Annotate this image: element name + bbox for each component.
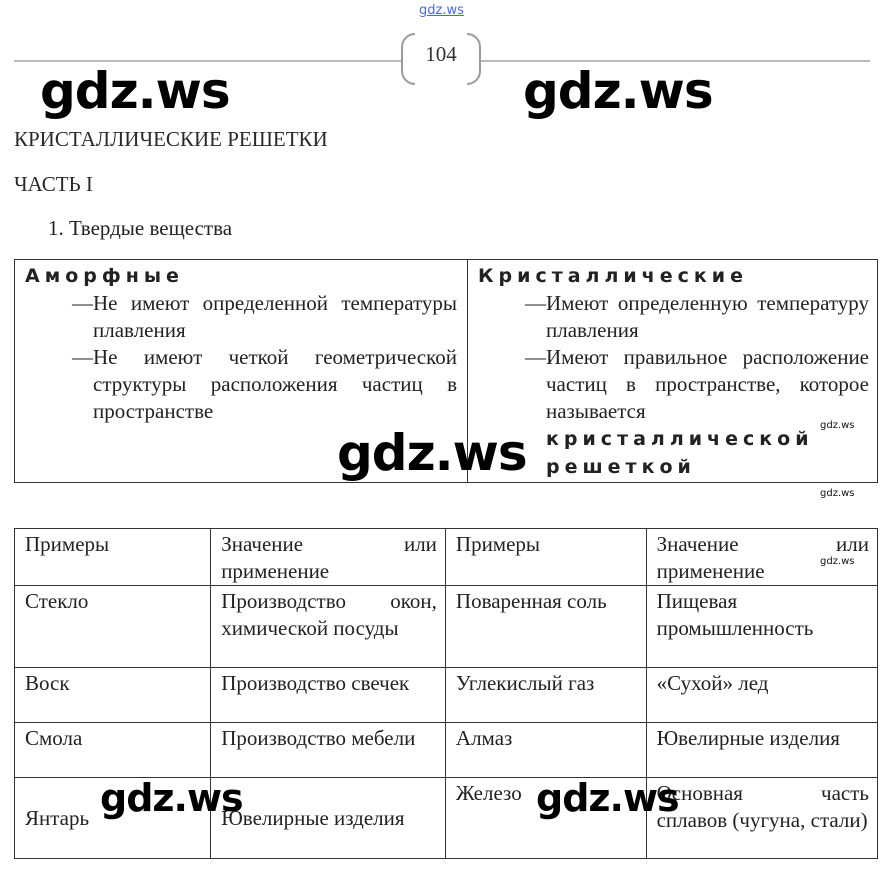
watermark-small: gdz.ws xyxy=(820,556,855,567)
watermark: gdz.ws xyxy=(523,62,713,120)
table-cell: Производство мебели xyxy=(211,723,446,778)
watermark: gdz.ws xyxy=(100,776,243,820)
table-cell: Смола xyxy=(15,723,211,778)
page-title: КРИСТАЛЛИЧЕСКИЕ РЕШЕТКИ xyxy=(14,127,328,151)
amorphous-heading: Аморфные xyxy=(25,265,184,287)
watermark: gdz.ws xyxy=(337,424,527,482)
table-cell: «Сухой» лед xyxy=(646,668,877,723)
page-number: 104 xyxy=(425,42,457,66)
table-cell: Железо xyxy=(445,778,646,859)
item-heading: 1. Твердые вещества xyxy=(48,216,233,240)
table-cell: Алмаз xyxy=(445,723,646,778)
part-heading: ЧАСТЬ I xyxy=(14,172,93,196)
crystalline-bullet: — Имеют определенную температуру плавления xyxy=(525,291,869,342)
amorphous-bullet: — Не имеют определенной температуры плавления xyxy=(72,291,457,342)
header-cell: Примеры xyxy=(15,529,211,586)
table-cell: Стекло xyxy=(15,586,211,668)
table-cell: Янтарь xyxy=(15,778,211,859)
table-cell: Основная часть сплавов (чугуна, стали) xyxy=(646,778,877,859)
table-cell: Ювелирные изделия xyxy=(646,723,877,778)
watermark-small: gdz.ws xyxy=(820,488,855,499)
header-cell: Значение или применение xyxy=(211,529,446,586)
table-cell: Поваренная соль xyxy=(445,586,646,668)
header-cell: Значение или применение xyxy=(646,529,877,586)
crystalline-cell xyxy=(468,260,878,483)
header-cell: Примеры xyxy=(445,529,646,586)
crystalline-bullet: — Имеют правильное расположение частиц в пространстве, которое называется xyxy=(525,345,869,423)
amorphous-bullet: — Не имеют четкой геометрической структуры расположения частиц в пространстве xyxy=(72,345,457,423)
watermark: gdz.ws xyxy=(40,62,230,120)
table-cell: Пищевая промышленность xyxy=(646,586,877,668)
watermark: gdz.ws xyxy=(536,776,679,820)
table-cell: Производство окон, химической посуды xyxy=(211,586,446,668)
table-cell: Углекислый газ xyxy=(445,668,646,723)
crystal-lattice-term: кристаллической решеткой xyxy=(546,428,814,478)
crystalline-heading: Кристаллические xyxy=(478,265,748,287)
table-cell: Воск xyxy=(15,668,211,723)
watermark-link[interactable]: gdz.ws xyxy=(419,3,464,18)
table-cell: Производство свечек xyxy=(211,668,446,723)
table-cell: Ювелирные изделия xyxy=(211,778,446,859)
watermark-small: gdz.ws xyxy=(820,420,855,431)
